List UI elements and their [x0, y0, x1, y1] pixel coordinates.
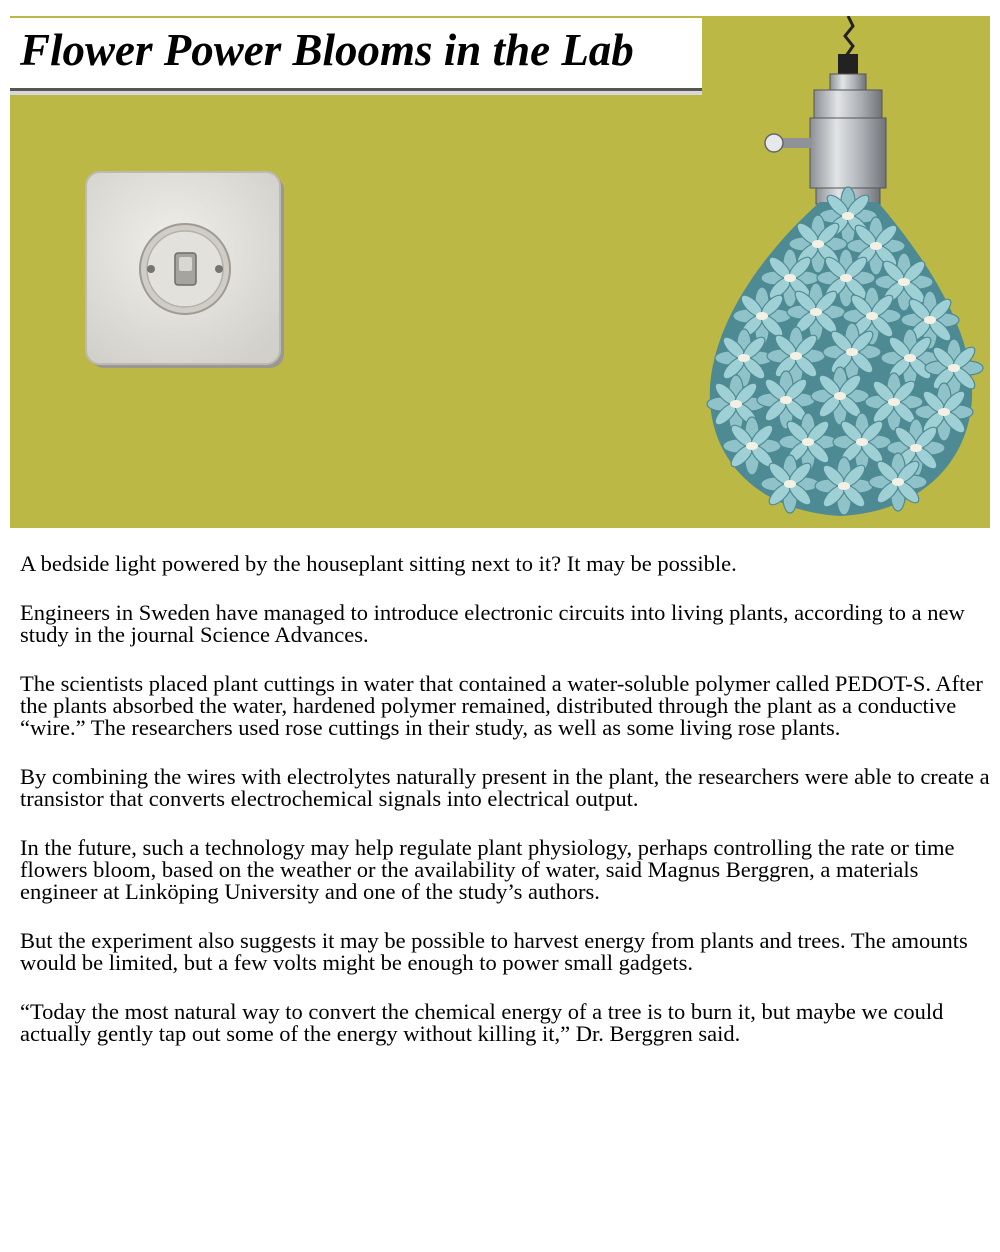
title-box	[10, 18, 702, 91]
paragraph: “Today the most natural way to convert the chemical energy of a tree is to burn it, but maybe we could actually gently tap out some of the energy without killing it,” Dr. Berggren said.	[20, 999, 944, 1046]
wall-light-switch-icon	[86, 172, 284, 368]
paragraph: Engineers in Sweden have managed to introduce electronic circuits into living plants, according to a new study in the journal Science Advances.	[20, 600, 965, 647]
header-illustration	[10, 16, 990, 528]
paragraph: The scientists placed plant cuttings in water that contained a water-soluble polymer called PEDOT-S. After the plants absorbed the water, hardened polymer remained, distributed through the plant as a conductive “wire.” The researchers used rose cuttings in their study, as well as some living rose plants.	[20, 671, 983, 740]
article-title: Flower Power Blooms in the Lab	[20, 25, 634, 75]
paragraph: By combining the wires with electrolytes naturally present in the plant, the researchers were able to create a transistor that converts electrochemical signals into electrical output.	[20, 764, 990, 811]
paragraph: In the future, such a technology may help regulate plant physiology, perhaps controlling the rate or time flowers bloom, based on the weather or the availability of water, said Magnus Berggren, a materials engineer at Linköping University and one of the study’s authors.	[20, 835, 955, 904]
article-body	[20, 553, 992, 1072]
paragraph: A bedside light powered by the houseplant sitting next to it? It may be possible.	[20, 551, 737, 576]
paragraph: But the experiment also suggests it may be possible to harvest energy from plants and trees. The amounts would be limited, but a few volts might be enough to power small gadgets.	[20, 928, 968, 975]
